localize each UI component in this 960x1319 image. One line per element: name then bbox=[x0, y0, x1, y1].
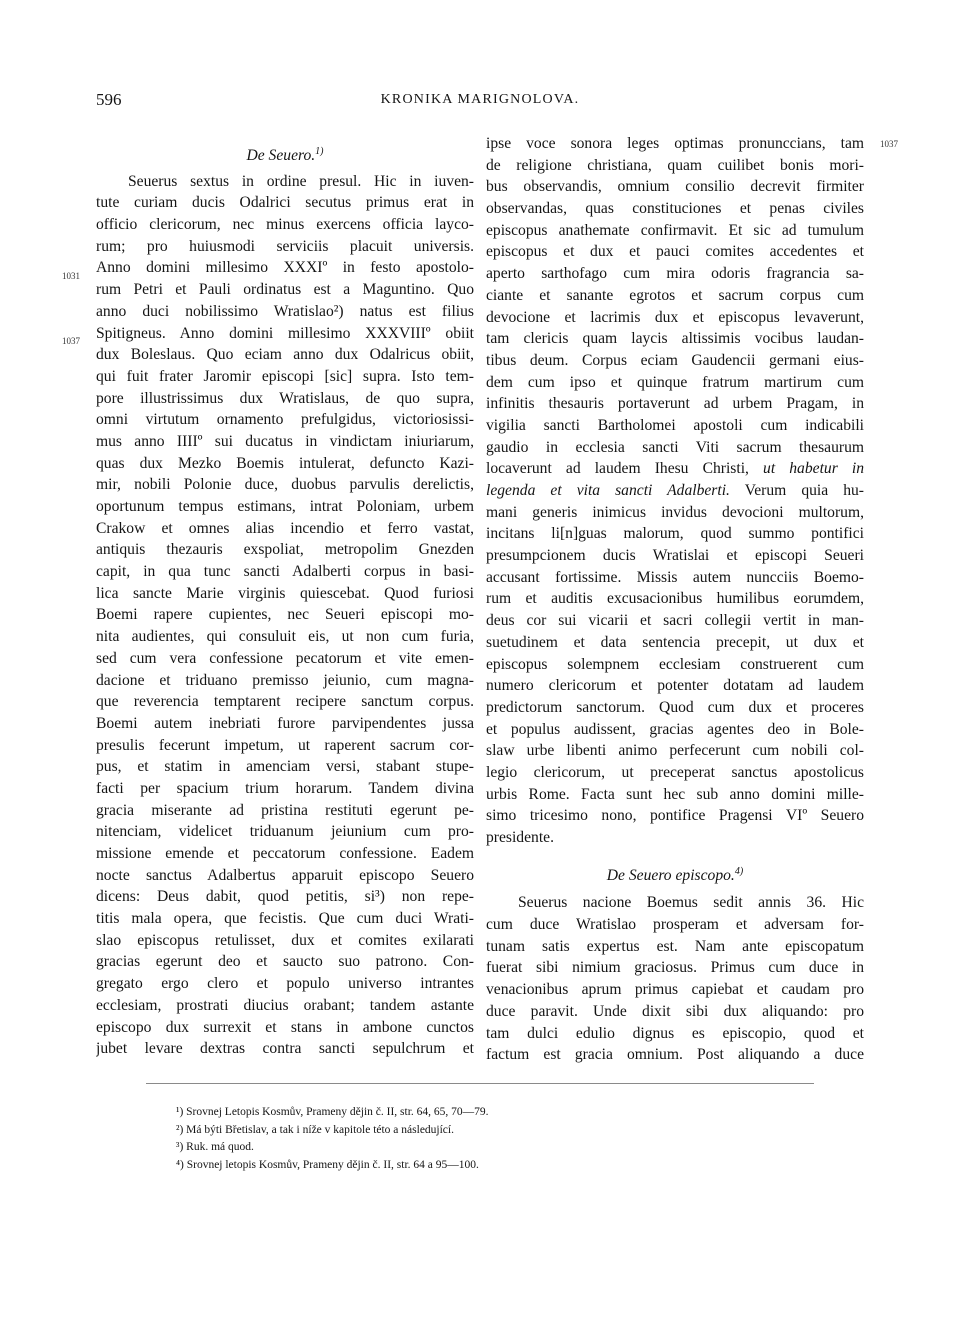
heading-text: De Seuero. bbox=[246, 147, 316, 164]
text-line: episcopus anathemate confirmavit. Et sic ad tumulum bbox=[486, 221, 864, 239]
text-line: factum est gracia omnium. Post aliquando a duce bbox=[486, 1046, 864, 1064]
text-line: Anno domini millesimo XXXIº in festo apostolo- bbox=[96, 259, 474, 277]
heading-text: De Seuero episcopo. bbox=[606, 866, 735, 884]
text-line: facti per spacium trium horarum. Tandem divina bbox=[96, 779, 474, 797]
text-line: slao episcopus retulisset, dux et comites exilarati bbox=[96, 931, 474, 949]
footnote: ²) Má býti Břetislav, a tak i níže v kapitole této a následující. bbox=[176, 1123, 454, 1136]
text-line: venacionibus aprum primus capiebat et caudam pro bbox=[486, 981, 864, 999]
text-line: observandas, quas constituciones et penas civiles bbox=[486, 200, 864, 218]
text-line: mani generis inimicus invidus devocioni multorum, bbox=[486, 503, 864, 521]
text-line: legio clericorum, ut preceperat sanctus apostolicus bbox=[486, 763, 864, 781]
margin-year-1031: 1031 bbox=[62, 271, 80, 281]
heading-footnote-ref: 1) bbox=[315, 146, 324, 157]
text-line: qui fuit frater Jaromir episcopi [sic] supra. Isto tem- bbox=[96, 367, 474, 385]
text-line: capit, in qua tunc sancti Adalberti corpus in basi- bbox=[96, 563, 474, 581]
text-line: jubet levare dextras contra sancti sepulchrum et bbox=[96, 1040, 474, 1058]
text-line: nita audientes, qui consuluit eis, ut non cum furia, bbox=[96, 628, 474, 646]
text-line: mir, nobili Polonie duce, duobus parvulis derelictis, bbox=[96, 476, 474, 494]
text-line: rum; pro huiusmodi serviciis placuit universis. bbox=[96, 237, 474, 255]
text-line: presidente. bbox=[486, 829, 554, 846]
text-line: anno duci nobilissimo Wratislao²) natus est filius bbox=[96, 302, 474, 320]
italic-reference: legenda et vita sancti Adalberti. bbox=[486, 482, 730, 499]
text-line: pore illustrissimus dux Wratislaus, de quo supra, bbox=[96, 389, 474, 407]
text-line: dacione et triduano premisso jeiunio, cum magna- bbox=[96, 671, 474, 689]
text-line: quas dux Mezko Boemis intulerat, defuncto Kazi- bbox=[96, 454, 474, 472]
text-line: infinitis thesauris portaverunt ad urbem Pragam, in bbox=[486, 395, 864, 413]
text-line-italic-1 bbox=[486, 458, 864, 480]
text-line-italic-2 bbox=[486, 480, 864, 502]
text-line: gracia miserante ad pristina restituti egerunt pe- bbox=[96, 801, 474, 819]
text-line: fuerat sibi nimium graciosus. Primus cum duce in bbox=[486, 959, 864, 977]
text-line: devocione et lacrimis dux et episcopus levaverunt, bbox=[486, 308, 864, 326]
text-line: episcopus solempnem ecclesiam construerent cum bbox=[486, 655, 864, 673]
text-line: ecclesiam, prostrati diucius orabant; tandem astante bbox=[96, 996, 474, 1014]
footnote: ⁴) Srovnej letopis Kosmův, Prameny dějin č. II, str. 64 a 95—100. bbox=[176, 1158, 479, 1171]
text-line: rum Petri et Pauli ordinatus est a Maguntino. Quo bbox=[96, 281, 474, 299]
text-line: pus, et statim in amenciam versi, stabant stupe- bbox=[96, 758, 474, 776]
right-column-body-b bbox=[486, 502, 864, 849]
text-line-content: Verum quia hu- bbox=[744, 482, 864, 499]
text-line: Boemi rapere cupientes, nec Seueri episcopi mo- bbox=[96, 606, 474, 624]
text-line: urbis Rome. Facta sunt hec sub anno domini mille- bbox=[486, 785, 864, 803]
right-column-body-a bbox=[486, 133, 864, 458]
text-line: vigilia sancti Bartholomei apostoli cum indicabili bbox=[486, 416, 864, 434]
text-line: nitenciam, videlicet triduanum jeiunium cum pro- bbox=[96, 823, 474, 841]
text-line: episcopus et dux et pauci comites accedentes et bbox=[486, 243, 864, 261]
margin-year-1037-right: 1037 bbox=[880, 139, 898, 149]
text-line: Boemi autem inebriati furore parvipendentes jussa bbox=[96, 714, 474, 732]
text-line: gregato ergo clero et populo universo intrantes bbox=[96, 975, 474, 993]
text-line: tam clericis quam laycis altissimis vocibus laudan- bbox=[486, 330, 864, 348]
text-line: dux Boleslaus. Quo eciam anno dux Odalricus obiit, bbox=[96, 346, 474, 364]
text-line: simo tricesimo nono, pontifice Pragensi VIº Seuero bbox=[486, 807, 864, 825]
text-line: mus anno IIIIº sui ducatus in vindictam iniuriarum, bbox=[96, 432, 474, 450]
text-line: que reverencia temptarent recipere sanctum corpus. bbox=[96, 693, 474, 711]
footnote: ³) Ruk. má quod. bbox=[176, 1141, 254, 1153]
text-line: duce paravit. Unde dixit sibi dux aliquando: pro bbox=[486, 1002, 864, 1020]
text-line: Seuerus sextus in ordine presul. Hic in iuven- bbox=[128, 172, 474, 190]
text-line: ipse voce sonora leges optimas pronunccians, tam bbox=[486, 135, 864, 152]
text-line: officio clericorum, nec minus exercens officia layco- bbox=[96, 216, 474, 234]
text-line: slaw urbe libenti animo perfecerunt cum nobili col- bbox=[486, 742, 864, 760]
text-line: antiquis thezauris exspoliat, metropolim Gnezden bbox=[96, 541, 474, 559]
right-column bbox=[486, 133, 864, 1066]
text-line: Spitigneus. Anno domini millesimo XXXVIIIº obiit bbox=[96, 324, 474, 342]
text-line: episcopo dux surrexit et stans in ambone cunctos bbox=[96, 1018, 474, 1036]
left-column-body bbox=[96, 171, 474, 1060]
text-line: aperto sarthofago cum mira odoris fragrancia sa- bbox=[486, 265, 864, 283]
footnotes bbox=[176, 1104, 489, 1174]
footnote-divider bbox=[146, 1083, 814, 1084]
running-head: KRONIKA MARIGNOLOVA. bbox=[380, 92, 580, 107]
text-line: cum duce Wratislao prosperam et adversam for- bbox=[486, 916, 864, 934]
text-line: ciante et sanante egrotos et sacrum corpus cum bbox=[486, 286, 864, 304]
text-line: Seuerus nacione Boemus sedit annis 36. Hic bbox=[518, 894, 864, 912]
footnote: ¹) Srovnej Letopis Kosmův, Prameny dějin č. II, str. 64, 65, 70—79. bbox=[176, 1106, 489, 1118]
text-line: presulis fecerunt impetum, ut raperent sacrum cor- bbox=[96, 736, 474, 754]
text-line: de religione christiana, quam cuilibet bonis mori- bbox=[486, 156, 864, 174]
heading-footnote-ref: 4) bbox=[734, 865, 744, 877]
text-line: predictorum sanctorum. Quod cum dux et proceres bbox=[486, 698, 864, 716]
text-line: Crakow et omnes alias incendio et ferro vastat, bbox=[96, 519, 474, 537]
section-heading-de-seuero bbox=[96, 145, 474, 167]
text-line: omni virtutum ornamento prefulgidus, victoriosissi- bbox=[96, 411, 474, 429]
italic-reference: ut habetur in bbox=[763, 460, 864, 478]
text-line: missione emende et peccatorum confessione. Eadem bbox=[96, 845, 474, 862]
text-line: gaudio in ecclesia sancti Viti sacrum thesaurum bbox=[486, 438, 864, 456]
text-line: tunam satis expertus est. Nam ante episcopatum bbox=[486, 937, 864, 955]
text-line: nocte sanctus Adalbertus apparuit episcopo Seuero bbox=[96, 866, 474, 884]
text-line: accusant fortissime. Missis autem nuncciis Boemo- bbox=[486, 568, 864, 586]
text-line: lica sancte Marie virginis quiescebat. Quod furiosi bbox=[96, 584, 474, 602]
text-line: dem cum ipso et quinque fratrum martirum cum bbox=[486, 373, 864, 391]
text-line-content: locaverunt ad laudem Ihesu Christi, bbox=[486, 460, 749, 478]
text-line: presumpcionem ducis Wratislai et episcopi Seueri bbox=[486, 547, 864, 565]
section-heading-de-seuero-episcopo bbox=[486, 865, 864, 887]
text-line: suetudinem et data sentencia precepit, ut dux et bbox=[486, 633, 864, 651]
text-line: gracias egerunt deo et saucto suo patrono. Con- bbox=[96, 953, 474, 971]
text-line: oportunum tempus estimans, intrat Poloniam, urbem bbox=[96, 498, 474, 515]
text-line: numero clericorum et potenter dotatam ad laudem bbox=[486, 677, 864, 695]
text-line: dicens: Deus dabit, quod petitis, si³) non repe- bbox=[96, 888, 474, 906]
text-line: tam dulci edulio dignus es episcopio, quod et bbox=[486, 1024, 864, 1042]
text-line: tute curiam ducis Odalrici secutus primus erat in bbox=[96, 194, 474, 212]
text-line: rum et auditis excusacionibus humilibus eorumdem, bbox=[486, 590, 864, 608]
left-column bbox=[96, 133, 474, 1060]
text-line: tibus deum. Corpus eciam Gaudencii germani eius- bbox=[486, 351, 864, 369]
text-line: incitans li[n]guas malorum, quod summo pontifici bbox=[486, 525, 864, 543]
text-line: deus cor sui vicarii et sacri collegii vertit in man- bbox=[486, 612, 864, 630]
page-number: 596 bbox=[96, 90, 122, 109]
text-line: et populus audissent, gracias agentes deo in Bole- bbox=[486, 720, 864, 738]
right-column-body-c bbox=[486, 892, 864, 1066]
margin-year-1037-left: 1037 bbox=[62, 336, 80, 346]
text-line: titis mala opera, que fecistis. Que cum duci Wrati- bbox=[96, 910, 474, 928]
text-line: sed cum vera confessione pecatorum et vite emen- bbox=[96, 649, 474, 667]
text-line: bus observandis, omnium consilio decrevit firmiter bbox=[486, 178, 864, 196]
